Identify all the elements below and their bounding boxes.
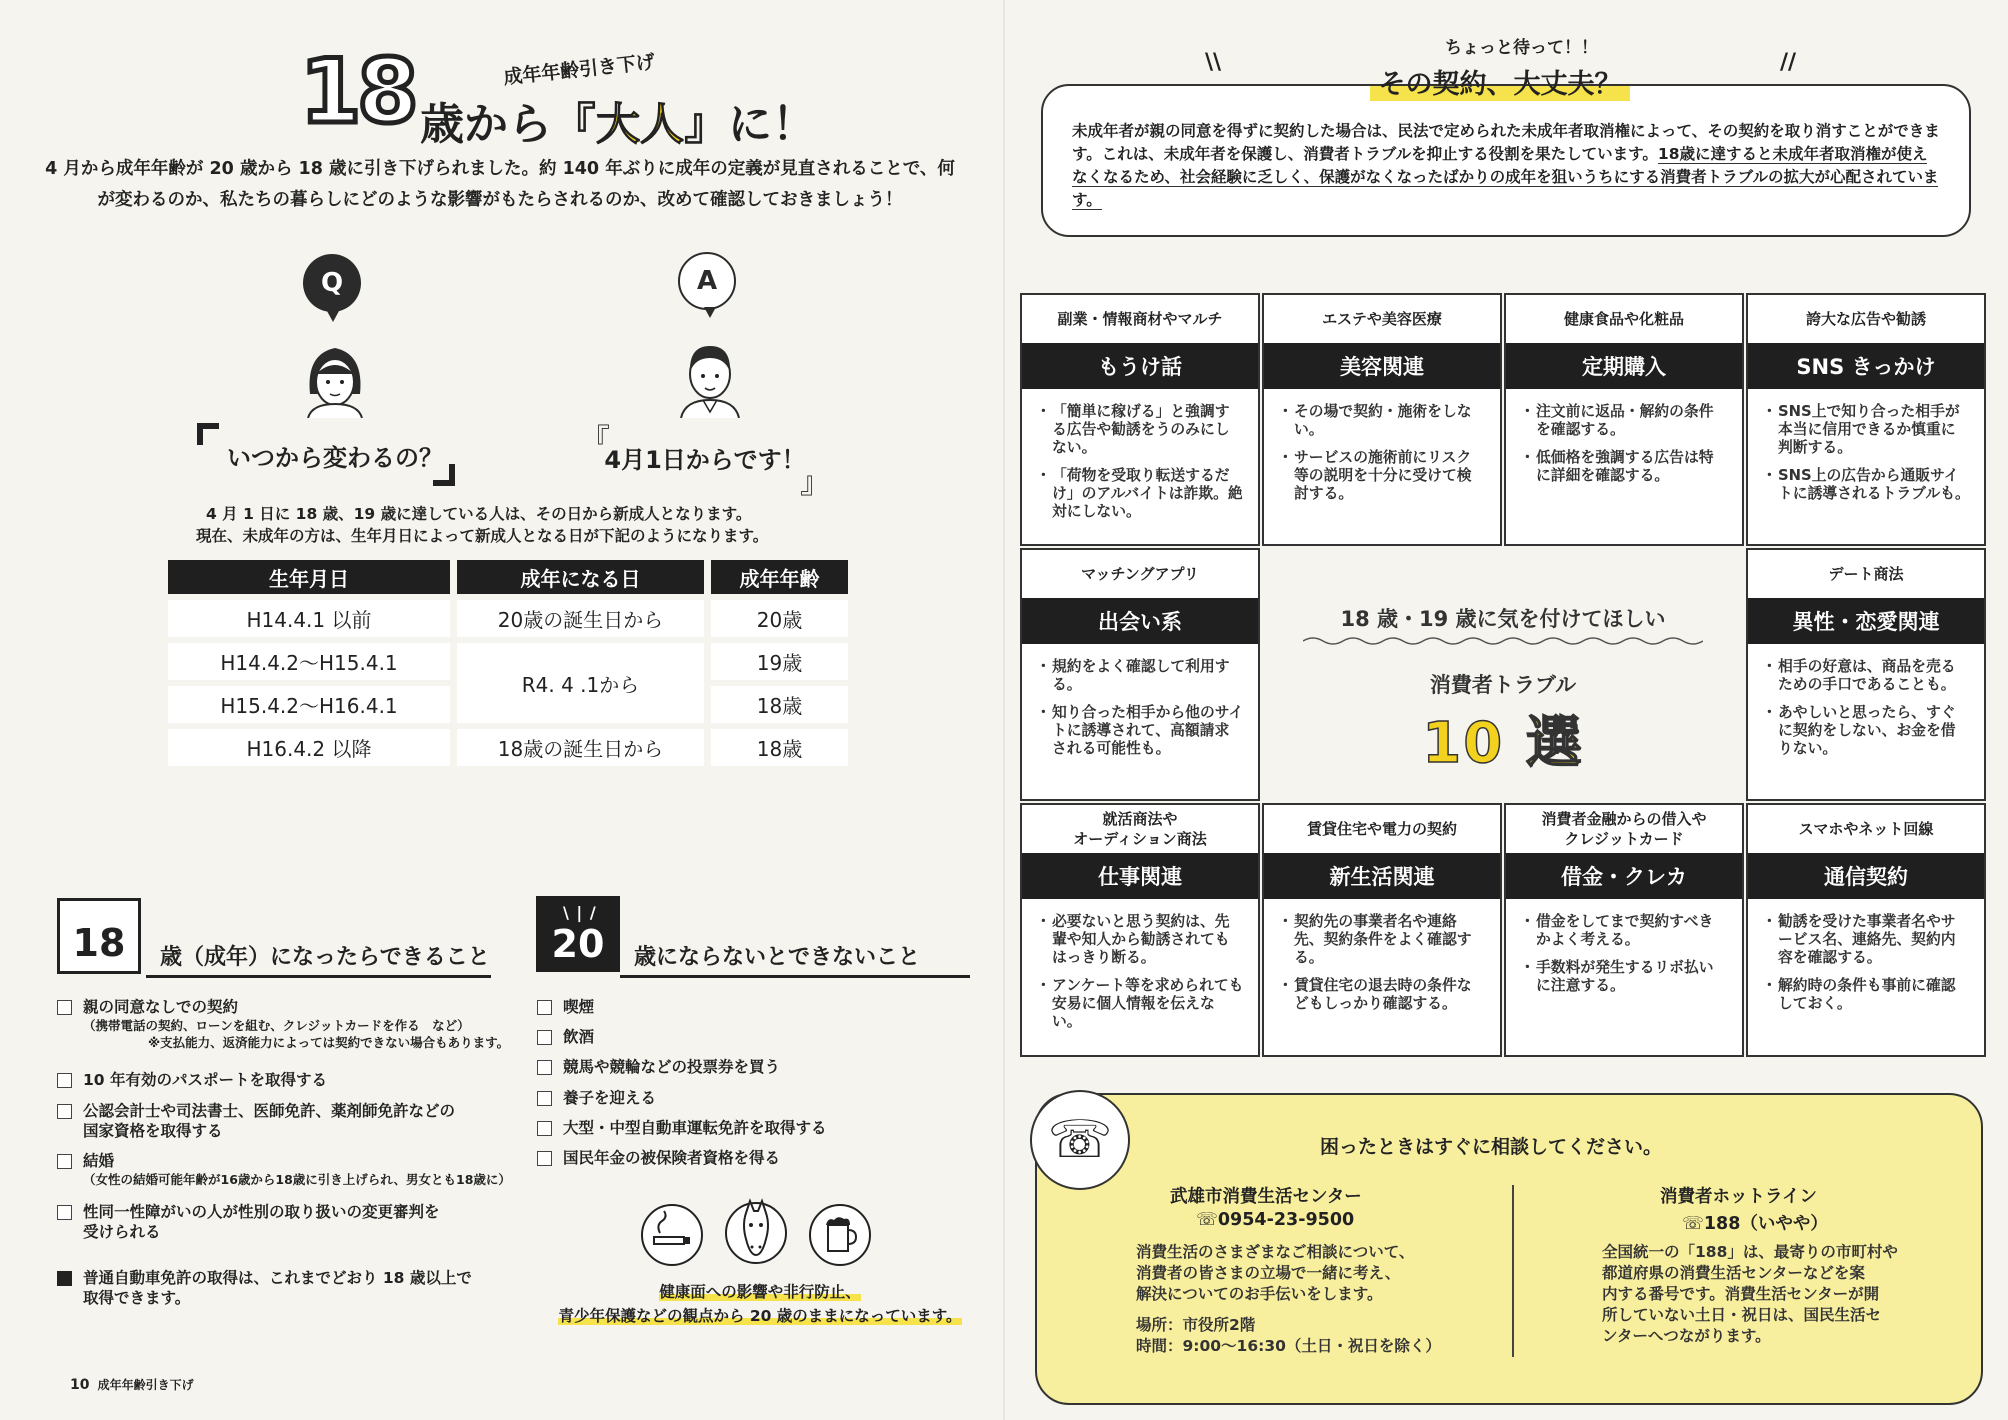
can-item-text: 性同一性障がいの人が性別の取り扱いの変更審判を [83,1203,440,1221]
card-category: 就活商法や オーディション商法 [1073,810,1207,848]
page-spine [1003,0,1005,1420]
trouble-card [1746,803,1986,1057]
qa-note-1: 4 月 1 日に 18 歳、19 歳に達している人は、その日から新成人となります。 [206,505,752,523]
a-bracket-open: 『 [580,423,610,458]
warn-text-main: 未成年者が親の同意を得ずに契約した場合は、民法で定められた未成年者取消権によって、その契約を取り消すことができます。これは、未成年者を保護し、消費者トラブルを抑止する役割を果たしています。 [1072,122,1940,163]
phone-icon: ☏ [1030,1090,1130,1190]
card-item: ・ 必要ないと思う契約は、先輩や知人から勧誘されてもはっきり断る。 [1042,913,1244,967]
no-smoking-icon [640,1203,704,1267]
beer-icon [808,1203,872,1267]
can-item [57,1268,472,1308]
rays-icon: \ | / [563,903,597,922]
trouble-card [1504,803,1744,1057]
card-title: 出会い系 [1022,598,1258,644]
wave-divider-icon [1303,635,1703,647]
card-title: SNS きっかけ [1748,343,1984,389]
cannot-item: 喫煙 [537,997,594,1017]
card-body [1022,389,1258,521]
center-hours: 時間：9:00〜16:30（土日・祝日を除く） [1136,1337,1441,1355]
can-item-text: 親の同意なしでの契約 [83,998,239,1016]
card-category: エステや美容医療 [1322,310,1442,328]
hotline-description [1602,1242,1898,1347]
card-title: 定期購入 [1506,343,1742,389]
card-item: ・ 勧誘を受けた事業者名やサービス名、連絡先、契約内容を確認する。 [1768,913,1970,967]
a-bubble-icon: A [678,252,736,310]
card-body [1748,899,1984,1013]
center-subtitle: 消費者トラブル [1429,673,1577,697]
help-line: 所していない土日・祝日は、国民生活セ [1602,1306,1882,1324]
card-item: ・ 「荷物を受取り転送するだけ」のアルバイトは詐欺。絶対にしない。 [1042,467,1244,521]
horse-icon [724,1195,788,1267]
card-item: ・ 注文前に返品・解約の条件を確認する。 [1526,403,1728,439]
card-title: 新生活関連 [1264,853,1500,899]
q-bracket-close [433,464,455,486]
title-highlight: 大人 [596,99,684,150]
trouble-card [1020,548,1260,801]
card-item: ・ 契約先の事業者名や連絡先、契約条件をよく確認する。 [1284,913,1486,967]
card-category: スマホやネット回線 [1798,820,1934,838]
card-item: ・ 賃貸住宅の退去時の条件などもしっかり確認する。 [1284,977,1486,1013]
table-cell: 19歳 [711,643,848,680]
card-body [1022,644,1258,758]
cannot-item: 大型・中型自動車運転免許を取得する [537,1118,827,1138]
card-item: ・ アンケート等を求められても安易に個人情報を伝えない。 [1042,977,1244,1031]
card-body [1264,389,1500,503]
woman-avatar-icon [300,334,370,418]
cannot-item: 飲酒 [537,1027,594,1047]
help-title: 困ったときはすぐに相談してください。 [1320,1136,1663,1158]
table-cell: H16.4.2 以降 [168,729,450,766]
can-item-text: 公認会計士や司法書士、医師免許、薬剤師免許などの [83,1102,456,1120]
a-label: 4月1日からです！ [604,446,806,474]
table-cell: H14.4.2〜H15.4.1 [168,643,450,680]
card-item: ・ 低価格を強調する広告は特に詳細を確認する。 [1526,449,1728,485]
card-item: ・ 「簡単に稼げる」と強調する広告や勧誘をうのみにしない。 [1042,403,1244,457]
can-item-text: 国家資格を取得する [83,1122,223,1140]
cannot-item: 国民年金の被保険者資格を得る [537,1148,780,1168]
trouble-card [1020,293,1260,546]
cannot-item: 養子を迎える [537,1088,656,1108]
title-part-b: 』に！ [684,99,816,150]
card-title: 仕事関連 [1022,853,1258,899]
card-category: 賃貸住宅や電力の契約 [1306,820,1457,838]
help-divider [1512,1185,1514,1357]
card-item: ・ その場で契約・施術をしない。 [1284,403,1486,439]
help-line: 内する番号です。消費生活センターが開 [1602,1285,1880,1303]
trouble-grid [1020,293,1986,1057]
q-label: いつから変わるの？ [227,444,443,472]
page-footer [70,1376,194,1393]
title-number: 18 [300,40,415,143]
table-header: 生年月日 [168,560,450,594]
help-line: 都道府県の消費生活センターなどを案 [1602,1264,1865,1282]
card-category: 健康食品や化粧品 [1563,310,1684,328]
can-item [57,997,509,1051]
card-item: ・ 知り合った相手から他のサイトに誘導されて、高額請求される可能性も。 [1042,704,1244,758]
card-title: 異性・恋愛関連 [1748,598,1984,644]
can-number-box: 18 [57,898,141,974]
card-item: ・ 借金をしてまで契約すべきかよく考える。 [1526,913,1728,949]
trouble-card [1020,803,1260,1057]
help-line: 全国統一の「188」は、最寄りの市町村や [1602,1243,1898,1261]
card-body [1264,899,1500,1013]
page-title [420,88,816,152]
can-item-text: 10 年有効のパスポートを取得する [83,1071,327,1089]
card-item: ・ SNS上の広告から通販サイトに誘導されるトラブルも。 [1768,467,1970,503]
slash-deco-icon: \\ [1205,50,1222,75]
cannot-section-title: 歳にならないとできないこと [620,940,970,978]
slash-deco-icon: // [1780,50,1797,75]
hotline-name: 消費者ホットライン [1660,1187,1817,1207]
card-title: 美容関連 [1264,343,1500,389]
card-body [1022,899,1258,1031]
can-item-text: 普通自動車免許の取得は、これまでどおり 18 歳以上で [83,1269,472,1287]
card-body [1748,389,1984,503]
table-cell: R4. 4 .1から [457,643,704,723]
table-cell: 18歳 [711,729,848,766]
table-cell: H14.4.1 以前 [168,600,450,637]
help-line: 解決についてのお手伝いをします。 [1136,1285,1383,1303]
table-header: 成年年齢 [711,560,848,594]
cannot-number-box: 20 [536,896,620,972]
card-title: もうけ話 [1022,343,1258,389]
center-label: 18 歳・19 歳に気を付けてほしい [1340,607,1666,631]
can-item [57,1151,511,1188]
page-number: 10 [70,1377,90,1393]
can-item-note: ※支払能力、返済能力によっては契約できない場合もあります。 [148,1035,510,1050]
can-item [57,1202,440,1242]
trouble-card [1746,548,1986,801]
card-category: 誇大な広告や勧誘 [1805,310,1926,328]
can-item-text: 受けられる [83,1223,161,1241]
card-item: ・ あやしいと思ったら、すぐに契約をしない、お金を借りない。 [1768,704,1970,758]
cannot-note-line: 青少年保護などの観点から 20 歳のままになっています。 [558,1307,962,1325]
table-cell: H15.4.2〜H16.4.1 [168,686,450,723]
can-item-note: （女性の結婚可能年齢が16歳から18歳に引き上げられ、男女とも18歳に） [83,1172,511,1187]
card-category: 副業・情報商材やマルチ [1057,310,1223,328]
q-bubble-icon: Q [303,254,361,312]
title-subtitle: 成年年齢引き下げ [502,51,656,89]
cannot-item: 競馬や競輪などの投票券を買う [537,1057,780,1077]
card-title: 借金・クレカ [1506,853,1742,899]
card-title: 通信契約 [1748,853,1984,899]
center-description [1136,1242,1441,1357]
center-phone-number[interactable]: ☏0954-23-9500 [1196,1210,1355,1230]
trouble-card [1262,293,1502,546]
center-heading [1262,603,1744,779]
card-category: マッチングアプリ [1081,565,1199,583]
help-line: ンターへつながります。 [1602,1327,1771,1345]
card-item: ・ 解約時の条件も事前に確認しておく。 [1768,977,1970,1013]
table-cell: 20歳の誕生日から [457,600,704,637]
footer-label: 成年年齢引き下げ [97,1378,194,1392]
can-item-note: （携帯電話の契約、ローンを組む、クレジットカードを作る など） [83,1018,470,1033]
center-name: 武雄市消費生活センター [1170,1187,1362,1207]
card-item: ・ 相手の好意は、商品を売るための手口であることも。 [1768,658,1970,694]
cannot-note-line: 健康面への影響や非行防止、 [659,1283,861,1301]
cannot-note [545,1280,975,1328]
trouble-card [1504,293,1744,546]
trouble-card [1262,803,1502,1057]
card-body [1506,899,1742,995]
table-cell: 20歳 [711,600,848,637]
can-item [57,1101,455,1141]
warn-title: その契約、大丈夫？ [1370,62,1630,101]
card-item: ・ サービスの施術前にリスク等の説明を十分に受けて検討する。 [1284,449,1486,503]
trouble-card [1746,293,1986,546]
hotline-number[interactable]: ☏188（いやや） [1682,1214,1828,1234]
warn-text [1072,120,1942,212]
card-category: 消費者金融からの借入や クレジットカード [1541,810,1707,848]
table-cell: 18歳 [711,686,848,723]
card-item: ・ 規約をよく確認して利用する。 [1042,658,1244,694]
warn-text-underlined: 18歳に達すると未成年者取消権が使えなくなるため、社会経験に乏しく、保護がなくなったばかりの成年を狙いうちにする消費者トラブルの拡大が心配されています。 [1072,145,1939,209]
card-body [1506,389,1742,485]
can-item-text: 取得できます。 [83,1289,191,1307]
qa-note-2: 現在、未成年の方は、生年月日によって新成人となる日が下記のようになります。 [196,527,769,545]
can-item-text: 結婚 [83,1152,115,1170]
warn-kicker: ちょっと待って！！ [1445,38,1598,58]
can-item [57,1070,327,1090]
center-place: 場所：市役所2階 [1136,1316,1256,1334]
card-body [1748,644,1984,758]
title-part-a: 歳から『 [420,99,596,150]
man-avatar-icon [675,328,745,418]
table-header: 成年になる日 [457,560,704,594]
help-line: 消費生活のさまざまなご相談について、 [1136,1243,1415,1261]
card-item: ・ 手数料が発生するリボ払いに注意する。 [1526,959,1728,995]
card-item: ・ SNS上で知り合った相手が本当に信用できるか慎重に判断する。 [1768,403,1970,457]
intro-text: 4 月から成年年齢が 20 歳から 18 歳に引き下げられました。約 140 年ぶりに成年の定義が見直されることで、何が変わるのか、私たちの暮らしにどのような影響がもたらされるのか、改めて確認しておきましょう！ [45,159,955,210]
center-big-text: 10 選 [1422,711,1584,776]
can-section-title: 歳（成年）になったらできること [146,940,491,978]
a-bracket-close: 』 [800,466,830,501]
table-cell: 18歳の誕生日から [457,729,704,766]
help-line: 消費者の皆さまの立場で一緒に考え、 [1136,1264,1401,1282]
card-category: デート商法 [1828,565,1904,583]
